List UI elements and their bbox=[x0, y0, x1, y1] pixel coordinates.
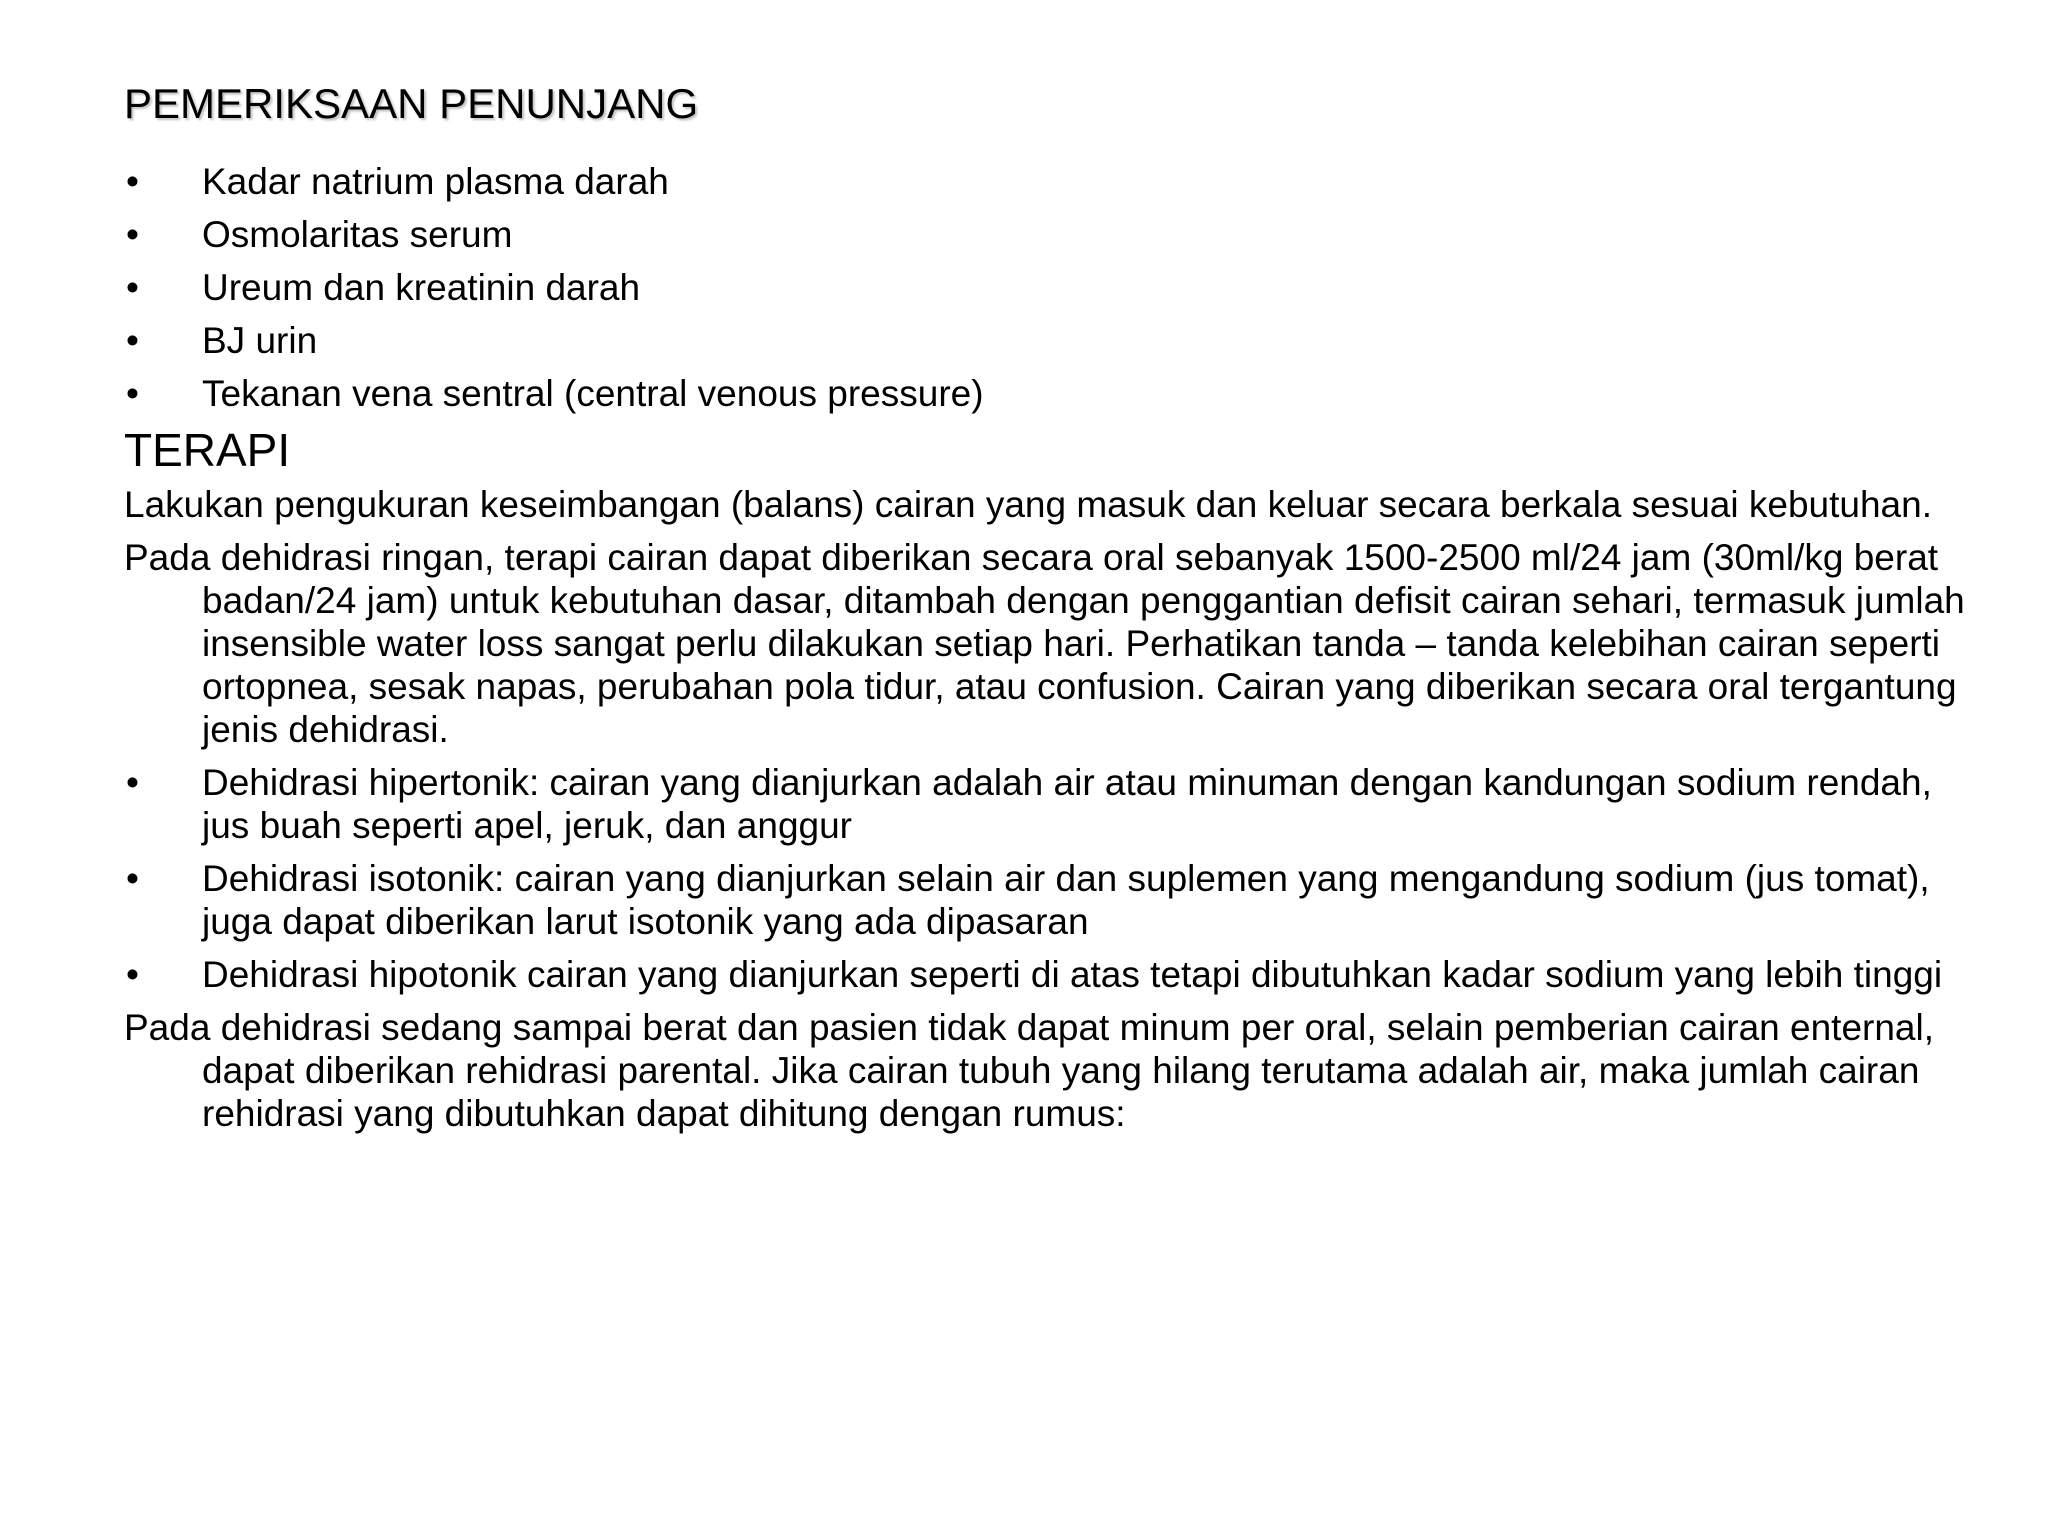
exam-item bbox=[124, 160, 1984, 203]
exam-item bbox=[124, 266, 1984, 309]
exam-item bbox=[124, 372, 1984, 415]
exam-item-text: BJ urin bbox=[202, 320, 318, 361]
exam-item bbox=[124, 213, 1984, 256]
therapy-item-text: Dehidrasi hipotonik cairan yang dianjurkan seperti di atas tetapi dibutuhkan kadar sodium yang lebih tinggi bbox=[202, 954, 1943, 995]
bullet-icon: • bbox=[126, 320, 139, 361]
bullet-icon: • bbox=[126, 954, 139, 995]
exam-item bbox=[124, 319, 1984, 362]
exam-item-text: Osmolaritas serum bbox=[202, 214, 513, 255]
therapy-item-text: Dehidrasi isotonik: cairan yang dianjurkan selain air dan suplemen yang mengandung sodium (jus tomat), juga dapat diberikan larut isotonik yang ada dipasaran bbox=[202, 858, 1930, 942]
bullet-icon: • bbox=[126, 214, 139, 255]
therapy-paragraph: Lakukan pengukuran keseimbangan (balans) cairan yang masuk dan keluar secara berkala sesuai kebutuhan. bbox=[124, 484, 1932, 525]
therapy-paragraph: Pada dehidrasi sedang sampai berat dan pasien tidak dapat minum per oral, selain pemberian cairan enternal, dapat diberikan rehidrasi parental. Jika cairan tubuh yang hilang terutama adalah air, maka jumlah cairan rehidrasi yang dibutuhkan dapat dihitung dengan rumus: bbox=[124, 1007, 1935, 1134]
bullet-icon: • bbox=[126, 373, 139, 414]
slide-content bbox=[124, 160, 1984, 1145]
therapy-paragraph: Pada dehidrasi ringan, terapi cairan dapat diberikan secara oral sebanyak 1500-2500 ml/24 jam (30ml/kg berat badan/24 jam) untuk kebutuhan dasar, ditambah dengan penggantian defisit cairan sehari, termasuk jumlah insensible water loss sangat perlu dilakukan setiap hari. Perhatikan tanda – tanda kelebihan cairan seperti ortopnea, sesak napas, perubahan pola tidur, atau confusion. Cairan yang diberikan secara oral tergantung jenis dehidrasi. bbox=[124, 537, 1965, 750]
bullet-icon: • bbox=[126, 161, 139, 202]
therapy-item bbox=[124, 857, 1984, 943]
exam-item-text: Ureum dan kreatinin darah bbox=[202, 267, 641, 308]
bullet-icon: • bbox=[126, 267, 139, 308]
therapy-heading: TERAPI bbox=[124, 424, 291, 476]
exam-item-text: Tekanan vena sentral (central venous pressure) bbox=[202, 373, 984, 414]
exam-item-text: Kadar natrium plasma darah bbox=[202, 161, 669, 202]
therapy-item-text: Dehidrasi hipertonik: cairan yang dianjurkan adalah air atau minuman dengan kandungan sodium rendah, jus buah seperti apel, jeruk, dan anggur bbox=[202, 762, 1932, 846]
therapy-item bbox=[124, 761, 1984, 847]
bullet-icon: • bbox=[126, 858, 139, 899]
therapy-item bbox=[124, 953, 1984, 996]
slide-title: PEMERIKSAAN PENUNJANG bbox=[124, 80, 699, 127]
bullet-icon: • bbox=[126, 762, 139, 803]
